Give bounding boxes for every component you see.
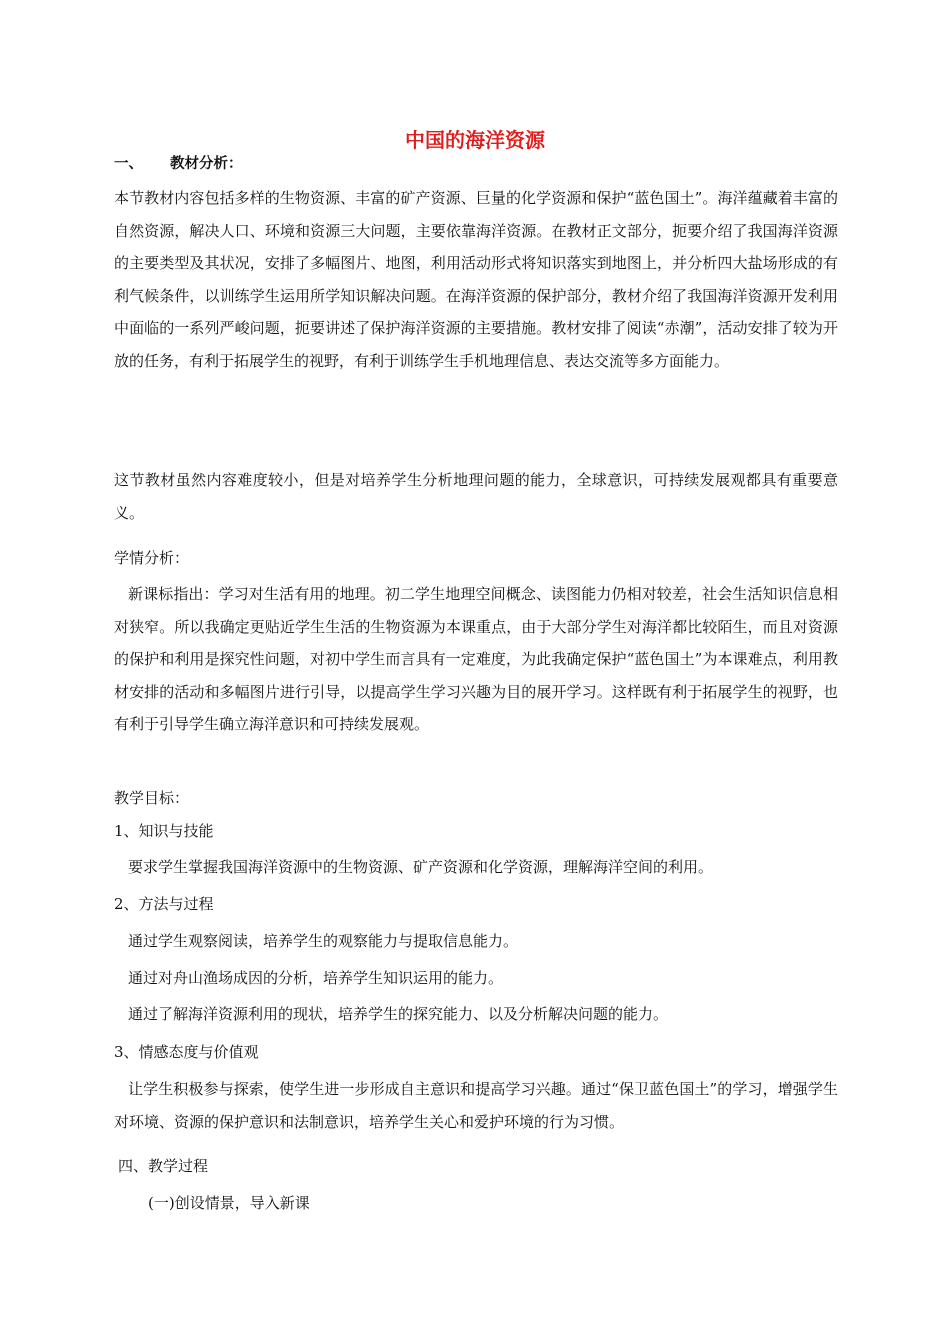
section-1-number: 一、 [114,156,143,172]
document-title: 中国的海洋资源 [405,128,545,152]
paragraph-significance: 这节教材虽然内容难度较小，但是对培养学生分析地理问题的能力，全球意识，可持续发展观都具有重要意义。 [114,471,838,522]
goal-1-text: 要求学生掌握我国海洋资源中的生物资源、矿产资源和化学资源，理解海洋空间的利用。 [128,858,714,876]
goal-2-item: 通过了解海洋资源利用的现状，培养学生的探究能力、以及分析解决问题的能力。 [128,1005,669,1023]
heading-student-analysis: 学情分析： [114,549,190,567]
goal-2-title: 2、方法与过程 [114,895,214,913]
heading-teaching-goals: 教学目标： [114,789,190,807]
section-1-heading [114,148,243,180]
goal-2-item: 通过对舟山渔场成因的分析，培养学生知识运用的能力。 [128,969,504,987]
goal-3-title: 3、情感态度与价值观 [114,1043,259,1061]
section-1-title: 教材分析： [170,156,243,172]
paragraph-textbook-analysis: 本节教材内容包括多样的生物资源、丰富的矿产资源、巨量的化学资源和保护“蓝色国土”。海洋蕴藏着丰富的自然资源，解决人口、环境和资源三大问题，主要依靠海洋资源。在教材正文部分，扼要介绍了我国海洋资源的主要类型及其状况，安排了多幅图片、地图，利用活动形式将知识落实到地图上，并分析四大盐场形成的有利气候条件，以训练学生运用所学知识解决问题。在海洋资源的保护部分，教材介绍了我国海洋资源开发利用中面临的一系列严峻问题，扼要讲述了保护海洋资源的主要措施。教材安排了阅读“赤潮”，活动安排了较为开放的任务，有利于拓展学生的视野，有利于训练学生手机地理信息、表达交流等多方面能力。 [114,189,838,370]
goal-2-item: 通过学生观察阅读，培养学生的观察能力与提取信息能力。 [128,932,519,950]
goal-1-title: 1、知识与技能 [114,822,214,840]
section-4-heading: 四、教学过程 [118,1157,209,1175]
subsection-1-heading: (一)创设情景，导入新课 [148,1194,310,1212]
goal-3-text: 让学生积极参与探索，使学生进一步形成自主意识和提高学习兴趣。通过“保卫蓝色国土”的学习，增强学生对环境、资源的保护意识和法制意识，培养学生关心和爱护环境的行为习惯。 [114,1080,838,1131]
paragraph-student-analysis: 新课标指出：学习对生活有用的地理。初二学生地理空间概念、读图能力仍相对较差，社会生活知识信息相对狭窄。所以我确定更贴近学生生活的生物资源为本课重点，由于大部分学生对海洋都比较陌生，而且对资源的保护和利用是探究性问题，对初中学生而言具有一定难度，为此我确定保护“蓝色国土”为本课难点，利用教材安排的活动和多幅图片进行引导，以提高学生学习兴趣为目的展开学习。这样既有利于拓展学生的视野，也有利于引导学生确立海洋意识和可持续发展观。 [114,585,838,733]
